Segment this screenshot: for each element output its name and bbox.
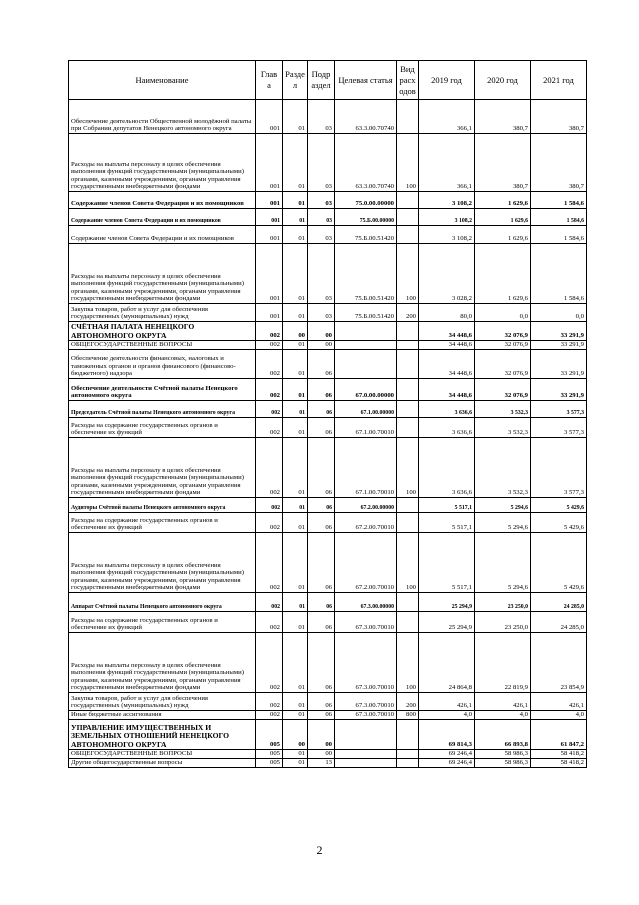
row-statya: 63.3.00.70740 (335, 100, 397, 134)
row-value-2020: 3 532,3 (475, 418, 531, 438)
row-podrazdel: 06 (308, 693, 335, 711)
row-value-2019: 34 448,6 (419, 341, 475, 350)
row-vid (397, 226, 419, 244)
row-vid (397, 100, 419, 134)
table-body (69, 100, 587, 768)
table-row (69, 438, 587, 498)
row-value-2020: 32 076,9 (475, 322, 531, 341)
row-podrazdel: 06 (308, 612, 335, 633)
row-vid (397, 759, 419, 768)
header-glava: Глав а (256, 61, 283, 100)
row-vid (397, 750, 419, 759)
row-value-2020: 380,7 (475, 100, 531, 134)
row-podrazdel: 06 (308, 593, 335, 612)
row-value-2020: 380,7 (475, 134, 531, 192)
row-glava: 002 (256, 633, 283, 693)
table-row (69, 750, 587, 759)
table-row (69, 612, 587, 633)
row-value-2021: 3 577,3 (531, 401, 587, 418)
row-statya: 67.1.00.70010 (335, 438, 397, 498)
header-razdel: Разде л (283, 61, 308, 100)
row-glava: 002 (256, 711, 283, 720)
row-value-2019: 3 636,6 (419, 418, 475, 438)
row-name: Расходы на выплаты персоналу в целях обеспечения выполнения функций государственными (муниципальными) органами, казенными учреждениями, органами управления государственными внебюджетными фондами (69, 244, 256, 304)
row-value-2020: 23 250,0 (475, 593, 531, 612)
row-name: Расходы на выплаты персоналу в целях обеспечения выполнения функций государственными (муниципальными) органами, казенными учреждениями, органами управления государственными внебюджетными фондами (69, 633, 256, 693)
table-row (69, 322, 587, 341)
budget-table (68, 60, 587, 768)
row-statya: 75.Б.00.51420 (335, 226, 397, 244)
table-row (69, 633, 587, 693)
row-vid (397, 593, 419, 612)
header-2019: 2019 год (419, 61, 475, 100)
row-value-2019: 80,0 (419, 304, 475, 322)
row-name: Расходы на выплаты персоналу в целях обеспечения выполнения функций государственными (муниципальными) органами, казенными учреждениями, органами управления государственными внебюджетными фондами (69, 438, 256, 498)
row-glava: 001 (256, 304, 283, 322)
row-vid (397, 612, 419, 633)
row-vid: 100 (397, 633, 419, 693)
row-value-2021: 24 285,0 (531, 593, 587, 612)
table-row (69, 350, 587, 379)
row-razdel: 01 (283, 418, 308, 438)
row-podrazdel: 06 (308, 533, 335, 593)
row-glava: 001 (256, 100, 283, 134)
row-razdel: 01 (283, 711, 308, 720)
header-vid: Вид расх одов (397, 61, 419, 100)
row-razdel: 01 (283, 513, 308, 533)
row-podrazdel: 06 (308, 379, 335, 401)
row-value-2021: 380,7 (531, 134, 587, 192)
row-name: Расходы на выплаты персоналу в целях обеспечения выполнения функций государственными (муниципальными) органами, казенными учреждениями, органами управления государственными внебюджетными фондами (69, 134, 256, 192)
row-value-2020: 66 893,8 (475, 720, 531, 750)
row-razdel: 01 (283, 693, 308, 711)
table-row (69, 533, 587, 593)
row-vid: 100 (397, 438, 419, 498)
table-row (69, 100, 587, 134)
row-glava: 002 (256, 693, 283, 711)
row-value-2019: 34 448,6 (419, 322, 475, 341)
row-glava: 005 (256, 759, 283, 768)
row-name: Другие общегосударственные вопросы (69, 759, 256, 768)
row-value-2021: 426,1 (531, 693, 587, 711)
row-value-2021: 5 429,6 (531, 513, 587, 533)
row-podrazdel: 00 (308, 750, 335, 759)
row-podrazdel: 06 (308, 498, 335, 513)
row-value-2020: 5 294,6 (475, 533, 531, 593)
row-name: УПРАВЛЕНИЕ ИМУЩЕСТВЕННЫХ И ЗЕМЕЛЬНЫХ ОТНОШЕНИЙ НЕНЕЦКОГО АВТОНОМНОГО ОКРУГА (69, 720, 256, 750)
row-podrazdel: 03 (308, 244, 335, 304)
row-glava: 001 (256, 209, 283, 226)
row-statya (335, 341, 397, 350)
table-row (69, 226, 587, 244)
table-row (69, 379, 587, 401)
row-value-2020: 1 629,6 (475, 209, 531, 226)
row-glava: 002 (256, 341, 283, 350)
row-podrazdel: 06 (308, 711, 335, 720)
row-value-2021: 380,7 (531, 100, 587, 134)
row-glava: 002 (256, 418, 283, 438)
row-value-2019: 3 636,6 (419, 401, 475, 418)
row-statya: 67.3.00.70010 (335, 711, 397, 720)
row-value-2019: 3 108,2 (419, 226, 475, 244)
row-razdel: 01 (283, 612, 308, 633)
row-value-2021: 24 285,0 (531, 612, 587, 633)
row-name: Обеспечение деятельности финансовых, налоговых и таможенных органов и органов финансового (финансово-бюджетного) надзора (69, 350, 256, 379)
row-statya (335, 720, 397, 750)
table-row (69, 593, 587, 612)
row-razdel: 01 (283, 244, 308, 304)
row-value-2019: 426,1 (419, 693, 475, 711)
row-name: СЧЁТНАЯ ПАЛАТА НЕНЕЦКОГО АВТОНОМНОГО ОКРУГА (69, 322, 256, 341)
row-podrazdel: 00 (308, 322, 335, 341)
row-razdel: 01 (283, 350, 308, 379)
row-glava: 001 (256, 226, 283, 244)
row-glava: 002 (256, 322, 283, 341)
row-statya: 75.Б.00.51420 (335, 304, 397, 322)
row-vid (397, 322, 419, 341)
table-header-row (69, 61, 587, 100)
row-statya (335, 750, 397, 759)
row-glava: 002 (256, 612, 283, 633)
row-value-2021: 33 291,9 (531, 350, 587, 379)
row-statya: 67.2.00.00000 (335, 498, 397, 513)
row-name: Расходы на содержание государственных органов и обеспечение их функций (69, 612, 256, 633)
row-value-2020: 32 076,9 (475, 341, 531, 350)
row-name: Закупка товаров, работ и услуг для обеспечения государственных (муниципальных) нужд (69, 304, 256, 322)
row-razdel: 01 (283, 192, 308, 209)
row-statya: 67.2.00.70010 (335, 533, 397, 593)
row-value-2021: 58 418,2 (531, 759, 587, 768)
row-vid (397, 513, 419, 533)
row-name: ОБЩЕГОСУДАРСТВЕННЫЕ ВОПРОСЫ (69, 341, 256, 350)
row-value-2020: 58 986,3 (475, 759, 531, 768)
row-podrazdel: 06 (308, 401, 335, 418)
row-value-2019: 366,1 (419, 134, 475, 192)
row-razdel: 01 (283, 759, 308, 768)
row-glava: 001 (256, 192, 283, 209)
header-2021: 2021 год (531, 61, 587, 100)
row-vid: 200 (397, 304, 419, 322)
row-value-2021: 58 418,2 (531, 750, 587, 759)
table-row (69, 244, 587, 304)
row-name: Обеспечение деятельности Счётной палаты Ненецкого автономного округа (69, 379, 256, 401)
row-vid (397, 192, 419, 209)
row-vid (397, 418, 419, 438)
header-2020: 2020 год (475, 61, 531, 100)
row-name: Обеспечение деятельности Общественной молодёжной палаты при Собрании депутатов Ненецкого автономного округа (69, 100, 256, 134)
table-row (69, 513, 587, 533)
row-value-2019: 3 108,2 (419, 192, 475, 209)
row-vid: 100 (397, 134, 419, 192)
row-podrazdel: 00 (308, 720, 335, 750)
row-razdel: 01 (283, 593, 308, 612)
row-value-2021: 1 584,6 (531, 244, 587, 304)
row-statya: 67.3.00.70010 (335, 612, 397, 633)
header-podrazdel: Подр аздел (308, 61, 335, 100)
row-glava: 002 (256, 593, 283, 612)
row-value-2020: 0,0 (475, 304, 531, 322)
row-glava: 002 (256, 438, 283, 498)
row-value-2020: 1 629,6 (475, 192, 531, 209)
row-glava: 005 (256, 750, 283, 759)
row-value-2021: 1 584,6 (531, 209, 587, 226)
row-statya: 67.3.00.70010 (335, 633, 397, 693)
row-name: Закупка товаров, работ и услуг для обеспечения государственных (муниципальных) нужд (69, 693, 256, 711)
row-value-2019: 69 246,4 (419, 759, 475, 768)
row-name: ОБЩЕГОСУДАРСТВЕННЫЕ ВОПРОСЫ (69, 750, 256, 759)
row-razdel: 01 (283, 341, 308, 350)
row-razdel: 01 (283, 100, 308, 134)
row-statya: 67.2.00.70010 (335, 513, 397, 533)
row-statya (335, 350, 397, 379)
row-name: Председатель Счётной палаты Ненецкого автономного округа (69, 401, 256, 418)
row-statya: 75.Б.00.51420 (335, 244, 397, 304)
row-value-2019: 69 814,3 (419, 720, 475, 750)
row-value-2021: 5 429,6 (531, 498, 587, 513)
row-value-2020: 1 629,6 (475, 244, 531, 304)
row-value-2021: 1 584,6 (531, 192, 587, 209)
table-row (69, 711, 587, 720)
row-razdel: 01 (283, 134, 308, 192)
row-value-2021: 5 429,6 (531, 533, 587, 593)
table-row (69, 341, 587, 350)
row-podrazdel: 03 (308, 304, 335, 322)
row-value-2021: 61 847,2 (531, 720, 587, 750)
row-value-2019: 69 246,4 (419, 750, 475, 759)
row-statya: 67.1.00.70010 (335, 418, 397, 438)
header-name: Наименование (69, 61, 256, 100)
row-value-2021: 33 291,9 (531, 322, 587, 341)
table-row (69, 304, 587, 322)
table-row (69, 418, 587, 438)
row-name: Расходы на содержание государственных органов и обеспечение их функций (69, 418, 256, 438)
row-value-2021: 0,0 (531, 304, 587, 322)
row-vid: 200 (397, 693, 419, 711)
row-glava: 005 (256, 720, 283, 750)
row-value-2019: 34 448,6 (419, 350, 475, 379)
row-name: Содержание членов Совета Федерации и их помощников (69, 192, 256, 209)
row-vid: 100 (397, 244, 419, 304)
row-statya: 63.3.00.70740 (335, 134, 397, 192)
row-name: Содержание членов Совета Федерации и их помощников (69, 226, 256, 244)
row-razdel: 01 (283, 226, 308, 244)
row-vid (397, 209, 419, 226)
row-statya (335, 759, 397, 768)
row-value-2020: 32 076,9 (475, 379, 531, 401)
row-vid (397, 401, 419, 418)
table-row (69, 192, 587, 209)
row-podrazdel: 03 (308, 226, 335, 244)
row-value-2021: 4,0 (531, 711, 587, 720)
row-vid: 800 (397, 711, 419, 720)
row-podrazdel: 03 (308, 100, 335, 134)
row-razdel: 01 (283, 209, 308, 226)
row-statya: 67.3.00.70010 (335, 693, 397, 711)
row-podrazdel: 06 (308, 633, 335, 693)
row-value-2021: 23 854,9 (531, 633, 587, 693)
row-value-2021: 3 577,3 (531, 438, 587, 498)
row-vid (397, 350, 419, 379)
page-number: 2 (316, 843, 323, 857)
row-value-2020: 5 294,6 (475, 513, 531, 533)
row-statya: 75.0.00.00000 (335, 192, 397, 209)
row-podrazdel: 03 (308, 209, 335, 226)
row-statya: 67.1.00.00000 (335, 401, 397, 418)
row-podrazdel: 00 (308, 341, 335, 350)
row-value-2019: 5 517,1 (419, 498, 475, 513)
row-value-2021: 1 584,6 (531, 226, 587, 244)
row-value-2020: 426,1 (475, 693, 531, 711)
row-podrazdel: 06 (308, 438, 335, 498)
row-value-2019: 3 636,6 (419, 438, 475, 498)
table-row (69, 759, 587, 768)
row-value-2021: 3 577,3 (531, 418, 587, 438)
row-value-2021: 33 291,9 (531, 341, 587, 350)
row-razdel: 01 (283, 304, 308, 322)
row-statya: 75.Б.00.00000 (335, 209, 397, 226)
row-value-2019: 25 294,9 (419, 612, 475, 633)
row-value-2019: 4,0 (419, 711, 475, 720)
row-podrazdel: 06 (308, 418, 335, 438)
row-name: Аудиторы Счётной палаты Ненецкого автономного округа (69, 498, 256, 513)
table-row (69, 401, 587, 418)
row-podrazdel: 06 (308, 350, 335, 379)
row-value-2020: 22 819,9 (475, 633, 531, 693)
row-statya: 67.0.00.00000 (335, 379, 397, 401)
row-vid (397, 379, 419, 401)
row-glava: 002 (256, 513, 283, 533)
row-value-2020: 5 294,6 (475, 498, 531, 513)
table-row (69, 720, 587, 750)
row-value-2019: 25 294,9 (419, 593, 475, 612)
row-name: Расходы на содержание государственных органов и обеспечение их функций (69, 513, 256, 533)
row-value-2020: 3 532,3 (475, 438, 531, 498)
row-value-2019: 3 028,2 (419, 244, 475, 304)
row-value-2020: 32 076,9 (475, 350, 531, 379)
row-razdel: 01 (283, 401, 308, 418)
row-vid (397, 341, 419, 350)
row-value-2019: 366,1 (419, 100, 475, 134)
row-podrazdel: 03 (308, 134, 335, 192)
row-value-2020: 1 629,6 (475, 226, 531, 244)
row-value-2020: 58 986,3 (475, 750, 531, 759)
row-vid: 100 (397, 533, 419, 593)
table-row (69, 693, 587, 711)
table-row (69, 209, 587, 226)
row-razdel: 00 (283, 322, 308, 341)
row-vid (397, 498, 419, 513)
row-podrazdel: 13 (308, 759, 335, 768)
row-name: Расходы на выплаты персоналу в целях обеспечения выполнения функций государственными (муниципальными) органами, казенными учреждениями, органами управления государственными внебюджетными фондами (69, 533, 256, 593)
row-value-2019: 34 448,6 (419, 379, 475, 401)
row-glava: 002 (256, 533, 283, 593)
row-glava: 001 (256, 134, 283, 192)
row-name: Аппарат Счётной палаты Ненецкого автономного округа (69, 593, 256, 612)
row-value-2019: 3 108,2 (419, 209, 475, 226)
row-vid (397, 720, 419, 750)
row-razdel: 01 (283, 379, 308, 401)
row-razdel: 01 (283, 533, 308, 593)
row-razdel: 00 (283, 720, 308, 750)
table-row (69, 498, 587, 513)
row-value-2020: 3 532,3 (475, 401, 531, 418)
row-razdel: 01 (283, 438, 308, 498)
row-name: Содержание членов Совета Федерации и их помощников (69, 209, 256, 226)
row-glava: 002 (256, 498, 283, 513)
header-statya: Целевая статья (335, 61, 397, 100)
row-glava: 002 (256, 350, 283, 379)
row-podrazdel: 03 (308, 192, 335, 209)
row-razdel: 01 (283, 498, 308, 513)
row-glava: 002 (256, 401, 283, 418)
table-row (69, 134, 587, 192)
row-statya (335, 322, 397, 341)
row-glava: 002 (256, 379, 283, 401)
row-glava: 001 (256, 244, 283, 304)
row-value-2019: 5 517,1 (419, 513, 475, 533)
row-value-2021: 33 291,9 (531, 379, 587, 401)
row-razdel: 01 (283, 633, 308, 693)
row-razdel: 01 (283, 750, 308, 759)
row-value-2020: 4,0 (475, 711, 531, 720)
row-value-2020: 23 250,0 (475, 612, 531, 633)
row-value-2019: 24 864,8 (419, 633, 475, 693)
row-podrazdel: 06 (308, 513, 335, 533)
row-value-2019: 5 517,1 (419, 533, 475, 593)
budget-table-sheet (68, 60, 586, 768)
row-statya: 67.3.00.00000 (335, 593, 397, 612)
row-name: Иные бюджетные ассигнования (69, 711, 256, 720)
